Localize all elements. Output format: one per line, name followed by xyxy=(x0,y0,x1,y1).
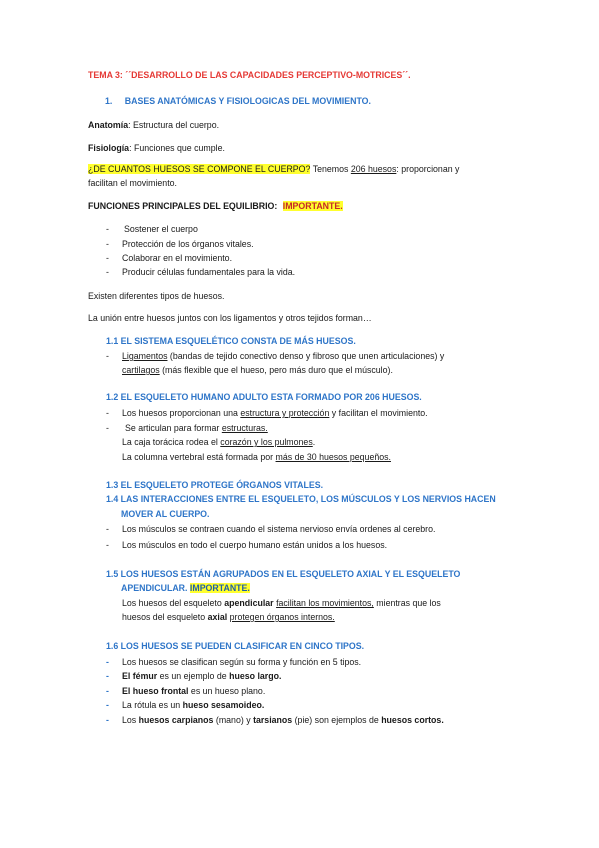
bullet-dash: - xyxy=(106,239,109,249)
section-1-2-line4 xyxy=(122,452,391,463)
huesos-question-line2: facilitan el movimiento. xyxy=(88,178,177,188)
section-1-5-important-badge: IMPORTANTE. xyxy=(189,583,250,593)
hueso-largo-term: hueso largo. xyxy=(229,671,282,681)
section-1-5-p1 xyxy=(122,598,441,609)
s16-i5-mid2: (pie) son ejemplos de xyxy=(292,715,382,725)
section-1-6-item xyxy=(122,686,265,697)
ligamentos-text: (bandas de tejido conectivo denso y fibroso que unen articulaciones) y xyxy=(167,351,445,361)
apendicular-term: apendicular xyxy=(224,598,274,608)
funciones-heading xyxy=(88,201,343,212)
fisiologia-text: : Funciones que cumple. xyxy=(129,143,225,153)
document-title: TEMA 3: ´´DESARROLLO DE LAS CAPACIDADES PERCEPTIVO-MOTRICES´´. xyxy=(88,70,411,80)
section-1-3-heading: 1.3 EL ESQUELETO PROTEGE ÓRGANOS VITALES. xyxy=(106,480,324,490)
anatomia-line xyxy=(88,120,219,131)
section-1-5-heading-cont xyxy=(121,583,250,594)
section-1-4-item: Los músculos se contraen cuando el sistema nervioso envía ordenes al cerebro. xyxy=(122,524,436,534)
protegen-organos: protegen órganos internos. xyxy=(229,612,335,622)
funciones-important-badge: IMPORTANTE. xyxy=(282,201,343,211)
bullet-dash: - xyxy=(106,700,109,710)
bullet-dash: - xyxy=(106,671,109,681)
ligamentos-term: Ligamentos xyxy=(122,351,168,361)
huesos-cortos-term: huesos cortos. xyxy=(381,715,444,725)
huesos-question-pre: Tenemos xyxy=(310,164,351,174)
fisiologia-line xyxy=(88,143,225,154)
bullet-dash: - xyxy=(106,351,109,361)
huesos-question-highlight: ¿DE CUANTOS HUESOS SE COMPONE EL CUERPO? xyxy=(88,164,311,174)
s12-l3-pre: La caja torácica rodea el xyxy=(122,437,221,447)
s12-l4-pre: La columna vertebral está formada por xyxy=(122,452,276,462)
axial-term: axial xyxy=(207,612,228,622)
section-1-heading xyxy=(105,96,371,107)
hueso-sesamoideo-term: hueso sesamoideo. xyxy=(182,700,265,710)
bullet-dash: - xyxy=(106,524,109,534)
bullet-dash: - xyxy=(106,686,109,696)
section-1-2-heading: 1.2 EL ESQUELETO HUMANO ADULTO ESTA FORMADO POR 206 HUESOS. xyxy=(106,392,422,402)
anatomia-text: : Estructura del cuerpo. xyxy=(128,120,220,130)
femur-term: El fémur xyxy=(122,671,158,681)
funciones-item: Protección de los órganos vitales. xyxy=(122,239,254,249)
hueso-frontal-term: El hueso frontal xyxy=(122,686,189,696)
section-1-5-p2 xyxy=(122,612,335,623)
section-1-4-heading-cont: MOVER AL CUERPO. xyxy=(121,509,210,519)
carpianos-term: huesos carpianos xyxy=(138,715,214,725)
s16-i5-mid1: (mano) y xyxy=(213,715,254,725)
bullet-dash: - xyxy=(106,408,109,418)
cartilagos-text: (más flexible que el hueso, pero más duro que el músculo). xyxy=(159,365,393,375)
estructura-proteccion: estructura y protección xyxy=(240,408,330,418)
section-1-1-line2 xyxy=(122,365,393,376)
section-1-6-heading: 1.6 LOS HUESOS SE PUEDEN CLASIFICAR EN CINCO TIPOS. xyxy=(106,641,365,651)
section-1-6-item: Los huesos se clasifican según su forma y función en 5 tipos. xyxy=(122,657,362,667)
section-1-1-line1 xyxy=(122,351,444,362)
section-1-4-item: Los músculos en todo el cuerpo humano están unidos a los huesos. xyxy=(122,540,388,550)
bullet-dash: - xyxy=(106,253,109,263)
bullet-dash: - xyxy=(106,657,109,667)
huesos-count: 206 huesos xyxy=(350,164,397,174)
bullet-dash: - xyxy=(106,540,109,550)
section-1-5-heading: 1.5 LOS HUESOS ESTÁN AGRUPADOS EN EL ESQUELETO AXIAL Y EL ESQUELETO xyxy=(106,569,461,579)
funciones-item: Producir células fundamentales para la vida. xyxy=(122,267,296,277)
bullet-dash: - xyxy=(106,224,109,234)
tipos-text: Existen diferentes tipos de huesos. xyxy=(88,291,225,301)
anatomia-term: Anatomía xyxy=(88,120,129,130)
section-1-2-line3 xyxy=(122,437,315,448)
section-1-number: 1. xyxy=(105,96,113,106)
funciones-heading-text: FUNCIONES PRINCIPALES DEL EQUILIBRIO: xyxy=(88,201,278,211)
estructuras-term: estructuras. xyxy=(221,423,268,433)
s15-p1-pre: Los huesos del esqueleto xyxy=(122,598,225,608)
s16-i5-pre: Los xyxy=(122,715,139,725)
s12-l1-post: y facilitan el movimiento. xyxy=(329,408,428,418)
s12-l2-pre: Se articulan para formar xyxy=(125,423,222,433)
huesos-question-line xyxy=(88,164,459,175)
section-1-5-heading-l2: APENDICULAR. xyxy=(121,583,188,593)
section-1-6-item xyxy=(122,700,264,711)
s12-l3-post: . xyxy=(312,437,316,447)
section-1-6-item xyxy=(122,671,281,682)
section-1-4-heading: 1.4 LAS INTERACCIONES ENTRE EL ESQUELETO, LOS MÚSCULOS Y LOS NERVIOS HACEN xyxy=(106,494,496,504)
bullet-dash: - xyxy=(106,423,109,433)
funciones-item: Sostener el cuerpo xyxy=(124,224,198,234)
s15-p2-pre: huesos del esqueleto xyxy=(122,612,208,622)
section-1-6-item xyxy=(122,715,444,726)
section-1-2-line2 xyxy=(125,423,268,434)
fisiologia-term: Fisiología xyxy=(88,143,130,153)
facilitan-movimientos: facilitan los movimientos, xyxy=(276,598,374,608)
s16-i2-mid: es un ejemplo de xyxy=(157,671,230,681)
huesos-pequenos: más de 30 huesos pequeños. xyxy=(275,452,391,462)
section-1-1-heading: 1.1 EL SISTEMA ESQUELÉTICO CONSTA DE MÁS HUESOS. xyxy=(106,336,356,346)
s12-l1-pre: Los huesos proporcionan una xyxy=(122,408,241,418)
bullet-dash: - xyxy=(106,715,109,725)
s16-i4-pre: La rótula es un xyxy=(122,700,183,710)
corazon-pulmones: corazón y los pulmones xyxy=(220,437,313,447)
bullet-dash: - xyxy=(106,267,109,277)
s16-i3-post: es un hueso plano. xyxy=(188,686,266,696)
funciones-item: Colaborar en el movimiento. xyxy=(122,253,233,263)
union-text: La unión entre huesos juntos con los ligamentos y otros tejidos forman… xyxy=(88,313,372,323)
s15-p1-post: mientras que los xyxy=(373,598,441,608)
huesos-question-post: : proporcionan y xyxy=(396,164,460,174)
cartilagos-term: cartilagos xyxy=(122,365,160,375)
section-1-title: BASES ANATÓMICAS Y FISIOLOGICAS DEL MOVIMIENTO. xyxy=(124,96,371,106)
section-1-2-line1 xyxy=(122,408,428,419)
tarsianos-term: tarsianos xyxy=(253,715,293,725)
